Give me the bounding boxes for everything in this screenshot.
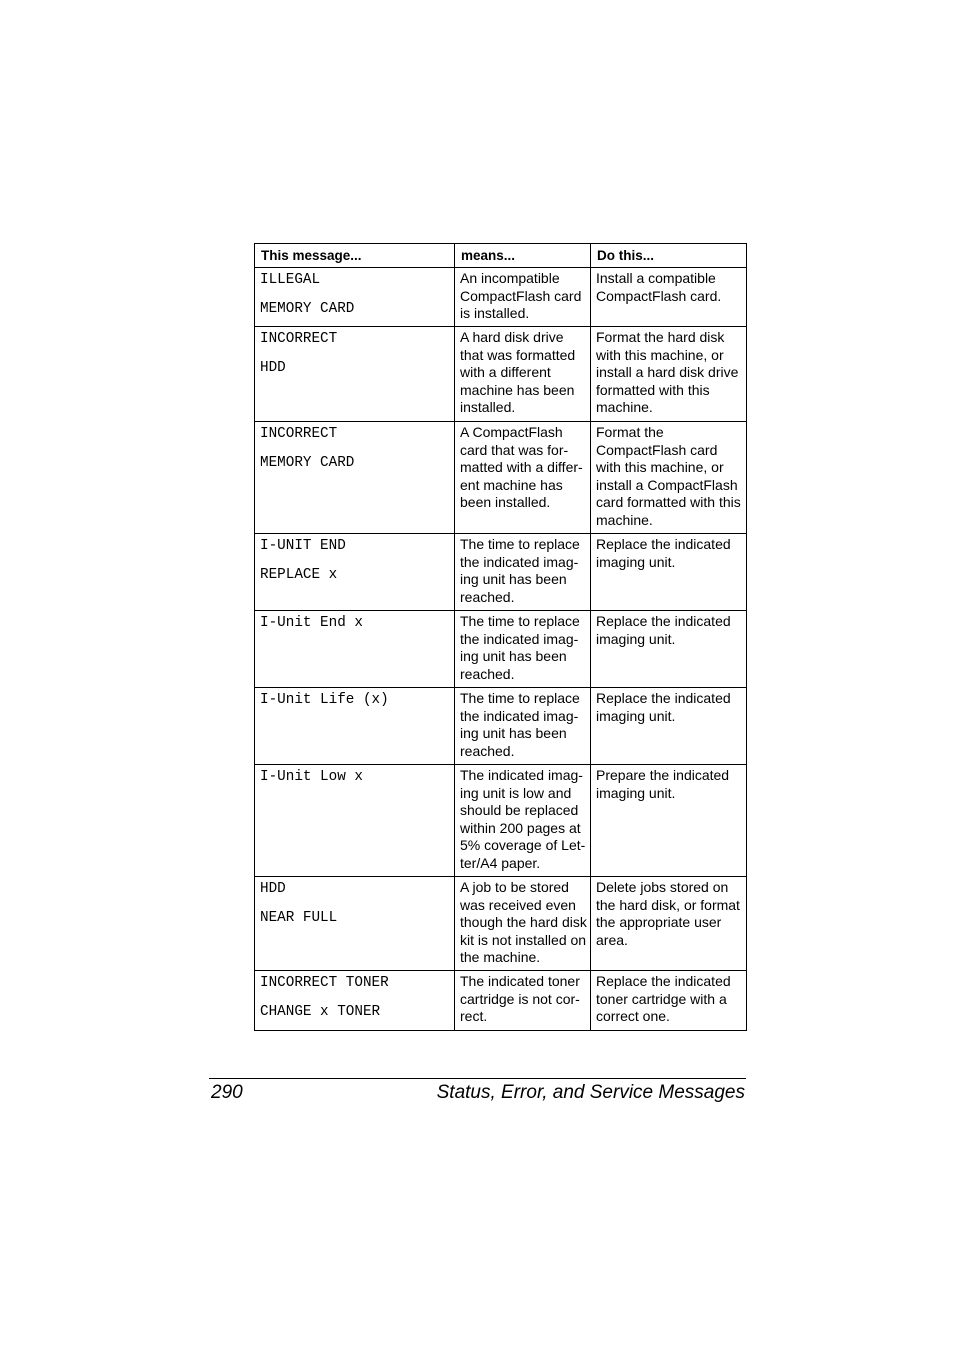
table-body xyxy=(255,268,747,1031)
page-number: 290 xyxy=(211,1082,243,1103)
message-code-line: I-Unit End x xyxy=(260,615,363,631)
message-code-line: HDD xyxy=(260,360,286,376)
means-cell: A job to be stored was received even though the hard disk kit is not installed on the machine. xyxy=(455,877,591,971)
message-code-line: NEAR FULL xyxy=(260,910,338,926)
message-code-line: INCORRECT xyxy=(260,331,338,347)
message-cell xyxy=(255,765,455,877)
message-code-line: I-UNIT END xyxy=(260,538,346,554)
message-cell xyxy=(255,688,455,765)
means-cell: The indicated imag- ing unit is low and should be replaced within 200 pages at 5% coverage of Let- ter/A4 paper. xyxy=(455,765,591,877)
section-title: Status, Error, and Service Messages xyxy=(436,1082,745,1103)
table-row xyxy=(255,268,747,327)
action-cell: Format the CompactFlash card with this machine, or install a CompactFlash card formatted with this machine. xyxy=(591,422,747,534)
means-cell: The time to replace the indicated imag- ing unit has been reached. xyxy=(455,534,591,611)
means-cell: A hard disk drive that was formatted with a different machine has been installed. xyxy=(455,327,591,422)
message-code-line: INCORRECT TONER xyxy=(260,975,389,991)
message-code-line: I-Unit Life (x) xyxy=(260,692,389,708)
table-row xyxy=(255,688,747,765)
message-cell xyxy=(255,327,455,422)
message-cell xyxy=(255,422,455,534)
table-row xyxy=(255,534,747,611)
action-cell: Install a compatible CompactFlash card. xyxy=(591,268,747,327)
means-cell: A CompactFlash card that was for- matted with a differ- ent machine has been installed. xyxy=(455,422,591,534)
means-cell: The time to replace the indicated imag- ing unit has been reached. xyxy=(455,688,591,765)
message-code-line: HDD xyxy=(260,881,286,897)
action-cell: Format the hard disk with this machine, or install a hard disk drive formatted with this machine. xyxy=(591,327,747,422)
message-code-line: CHANGE x TONER xyxy=(260,1004,381,1020)
table-row xyxy=(255,611,747,688)
message-cell xyxy=(255,611,455,688)
means-cell: The time to replace the indicated imag- ing unit has been reached. xyxy=(455,611,591,688)
header-message: This message... xyxy=(255,244,455,268)
message-code-line: INCORRECT xyxy=(260,426,338,442)
message-code-line: ILLEGAL xyxy=(260,272,321,288)
means-cell: The indicated toner cartridge is not cor- rect. xyxy=(455,971,591,1031)
table-row xyxy=(255,765,747,877)
header-do-this: Do this... xyxy=(591,244,747,268)
message-cell xyxy=(255,971,455,1031)
message-cell xyxy=(255,534,455,611)
messages-table xyxy=(254,243,747,1031)
table-row xyxy=(255,971,747,1031)
action-cell: Replace the indicated imaging unit. xyxy=(591,611,747,688)
message-code-line: MEMORY CARD xyxy=(260,455,355,471)
header-means: means... xyxy=(455,244,591,268)
action-cell: Replace the indicated imaging unit. xyxy=(591,534,747,611)
message-cell xyxy=(255,877,455,971)
table-row xyxy=(255,877,747,971)
message-cell xyxy=(255,268,455,327)
message-code-line: I-Unit Low x xyxy=(260,769,363,785)
action-cell: Replace the indicated imaging unit. xyxy=(591,688,747,765)
action-cell: Replace the indicated toner cartridge with a correct one. xyxy=(591,971,747,1031)
action-cell: Prepare the indicated imaging unit. xyxy=(591,765,747,877)
table-row xyxy=(255,327,747,422)
action-cell: Delete jobs stored on the hard disk, or format the appropriate user area. xyxy=(591,877,747,971)
table-row xyxy=(255,422,747,534)
footer-divider xyxy=(209,1078,746,1079)
message-code-line: REPLACE x xyxy=(260,567,338,583)
means-cell: An incompatible CompactFlash card is installed. xyxy=(455,268,591,327)
table-header-row xyxy=(255,244,747,268)
message-code-line: MEMORY CARD xyxy=(260,301,355,317)
